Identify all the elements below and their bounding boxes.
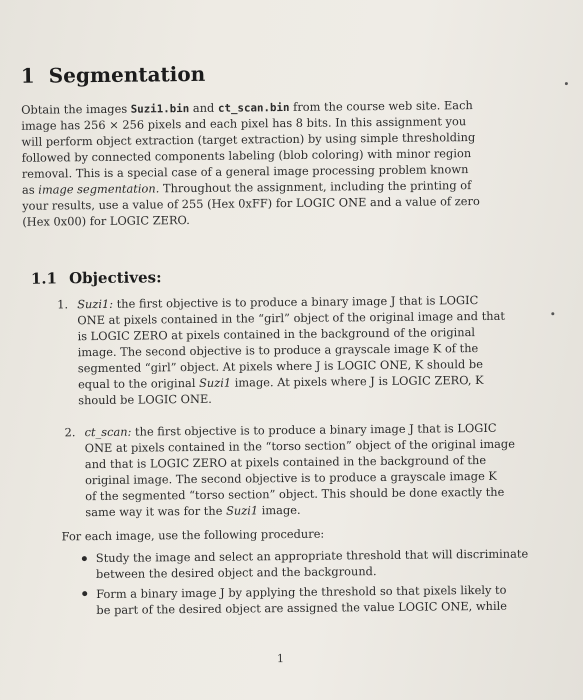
text: image. xyxy=(257,502,301,518)
item-label: ct_scan: xyxy=(84,424,132,440)
emphasis: image segmentation. xyxy=(38,181,160,197)
text: image. At pixels where J is LOGIC ZERO, K xyxy=(231,372,484,390)
text: Throughout the assignment, including the printing of xyxy=(159,178,472,196)
item-line: is LOGIC ZERO at pixels contained in the background of the original xyxy=(77,325,476,344)
emphasis: Suzi1 xyxy=(198,375,232,390)
text: equal to the original xyxy=(77,375,200,392)
item-line: segmented “girl” object. At pixels where J is LOGIC ONE, K should be xyxy=(77,356,483,376)
item-line: of the segmented “torso section” object. This should be done exactly the xyxy=(85,484,505,504)
paragraph-line: removal. This is a special case of a general image processing problem known xyxy=(21,162,469,181)
item-line xyxy=(77,293,478,311)
paragraph-line: your results, use a value of 255 (Hex 0xFF) for LOGIC ONE and a value of zero xyxy=(22,193,480,213)
section-number: 1 xyxy=(20,63,35,88)
text: same way it was for the xyxy=(85,503,227,520)
paragraph-line: followed by connected components labeling (blob coloring) with minor region xyxy=(21,146,472,165)
margin-dot xyxy=(551,312,554,315)
bullet-dot xyxy=(82,556,87,561)
item-line: original image. The second objective is to produce a grayscale image K xyxy=(84,468,497,488)
bullet-line: be part of the desired object are assigned the value LOGIC ONE, while xyxy=(96,598,508,618)
item-marker: 2. xyxy=(64,425,76,440)
bullet-line: Study the image and select an appropriate threshold that will discriminate xyxy=(95,546,529,566)
subsection-number: 1.1 xyxy=(30,269,58,288)
item-label: Suzi1: xyxy=(77,296,114,312)
item-line xyxy=(78,373,484,391)
item-line: should be LOGIC ONE. xyxy=(78,391,212,408)
paragraph-line: image has 256 × 256 pixels and each pixel has 8 bits. In this assignment you xyxy=(21,114,467,133)
item-line: image. The second objective is to produce a grayscale image K of the xyxy=(77,341,479,360)
emphasis: Suzi1 xyxy=(225,503,259,518)
paragraph-line: (Hex 0x00) for LOGIC ZERO. xyxy=(22,213,190,229)
text: Obtain the images xyxy=(21,101,131,117)
section-title: Segmentation xyxy=(48,61,206,88)
subsection-heading xyxy=(31,268,162,287)
text: the first objective is to produce a binary image J that is LOGIC xyxy=(112,293,479,311)
page-number: 1 xyxy=(276,652,284,666)
text: from the course web site. Each xyxy=(289,98,473,114)
margin-dot xyxy=(565,82,568,85)
item-marker: 1. xyxy=(57,297,69,312)
bullet-line: between the desired object and the background. xyxy=(95,564,377,582)
text: as xyxy=(21,182,39,197)
item-line xyxy=(84,421,496,439)
bullet-dot xyxy=(82,591,87,596)
procedure-intro: For each image, use the following procedure: xyxy=(61,526,325,544)
filename: ct_scan.bin xyxy=(217,100,290,115)
paragraph-line: will perform object extraction (target extraction) by using simple thresholding xyxy=(21,130,476,149)
filename: Suzi1.bin xyxy=(130,102,190,116)
item-line: and that is LOGIC ZERO at pixels contained in the background of the xyxy=(84,452,487,472)
item-line xyxy=(85,503,300,519)
text: the first objective is to produce a binary image J that is LOGIC xyxy=(131,420,497,439)
subsection-title: Objectives: xyxy=(68,268,162,288)
item-line: ONE at pixels contained in the “girl” object of the original image and that xyxy=(77,308,506,328)
text: and xyxy=(189,100,219,116)
bullet-line: Form a binary image J by applying the threshold so that pixels likely to xyxy=(96,582,507,602)
section-heading xyxy=(21,62,206,88)
item-line: ONE at pixels contained in the “torso section” object of the original image xyxy=(84,436,515,456)
